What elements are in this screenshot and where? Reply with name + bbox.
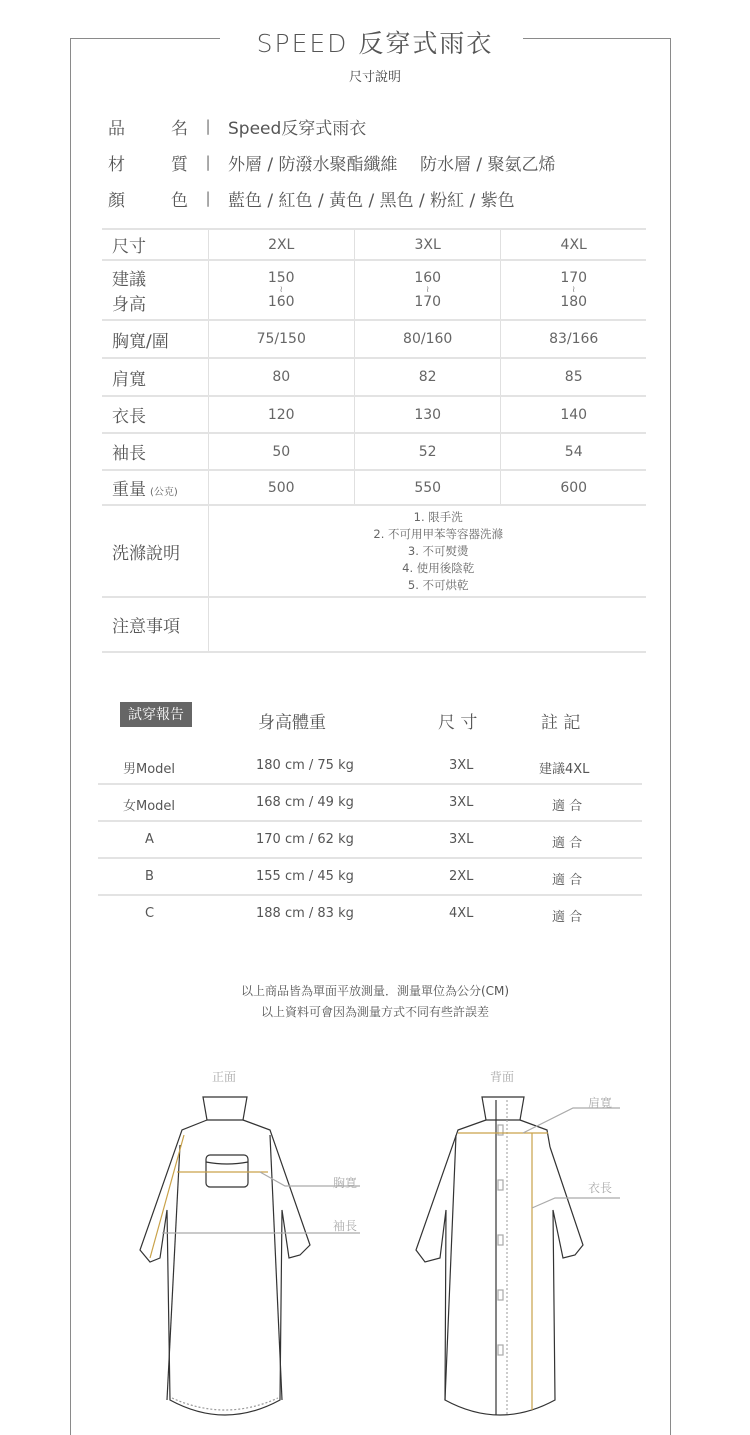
size-header-row xyxy=(102,229,646,260)
front-view-title: 正面 xyxy=(212,1070,237,1084)
size-col-header: 3XL xyxy=(354,229,500,260)
trial-size: 3XL xyxy=(449,758,474,773)
table-cell: 140 xyxy=(501,396,646,433)
trial-row xyxy=(98,822,642,859)
table-cell: 130 xyxy=(354,396,500,433)
row-label: 袖長 xyxy=(102,433,208,470)
table-row xyxy=(102,433,646,470)
info-label-char: 色 xyxy=(171,190,188,211)
info-label-char: 質 xyxy=(171,154,188,175)
trial-body: 180 cm / 75 kg xyxy=(256,758,354,773)
height-from: 150 xyxy=(267,270,295,286)
measurement-notes xyxy=(0,981,750,1023)
washing-item: 4. 使用後陰乾 xyxy=(402,560,475,575)
washing-row xyxy=(102,505,646,597)
front-coat-drawing xyxy=(140,1097,360,1415)
height-label xyxy=(102,260,208,320)
trial-size: 4XL xyxy=(449,906,474,921)
weight-label-text: 重量 xyxy=(112,480,146,500)
trial-note: 適 合 xyxy=(552,873,583,888)
height-cell xyxy=(354,260,500,320)
table-cell: 52 xyxy=(354,433,500,470)
table-cell: 75/150 xyxy=(208,320,354,358)
trial-name: 男Model xyxy=(123,762,176,777)
info-row-material xyxy=(108,144,555,180)
size-table xyxy=(102,228,646,653)
notice-value xyxy=(208,597,646,652)
trial-name: A xyxy=(145,832,154,847)
info-row-color xyxy=(108,180,555,216)
info-label-char: 名 xyxy=(171,118,188,139)
trial-name: 女Model xyxy=(123,799,176,814)
washing-item: 3. 不可熨燙 xyxy=(407,543,469,558)
table-cell: 500 xyxy=(208,470,354,505)
col-header-size: 尺 寸 xyxy=(438,713,478,733)
col-header-body: 身高體重 xyxy=(258,713,326,733)
page-subtitle: 尺寸說明 xyxy=(348,70,401,85)
washing-item: 2. 不可用甲苯等容器洗滌 xyxy=(373,526,504,541)
note-line: 以上資料可會因為測量方式不同有些許誤差 xyxy=(260,1005,489,1019)
trial-body: 168 cm / 49 kg xyxy=(256,795,354,810)
washing-list xyxy=(208,505,646,597)
info-separator: | xyxy=(205,117,211,135)
range-separator: ≀ xyxy=(279,285,283,295)
size-col-header: 2XL xyxy=(208,229,354,260)
table-cell: 50 xyxy=(208,433,354,470)
range-separator: ≀ xyxy=(425,285,430,295)
trial-report xyxy=(98,700,642,933)
page-title: SPEED 反穿式雨衣 xyxy=(256,29,494,58)
height-label-line: 身高 xyxy=(112,295,146,315)
info-row-name xyxy=(108,108,555,144)
height-to: 170 xyxy=(414,294,442,310)
trial-report-badge: 試穿報告 xyxy=(120,702,192,727)
info-label-char: 材 xyxy=(108,154,125,175)
height-cell xyxy=(501,260,646,320)
row-label: 衣長 xyxy=(102,396,208,433)
trial-body: 188 cm / 83 kg xyxy=(256,906,354,921)
row-label: 胸寬/圍 xyxy=(102,320,208,358)
trial-row xyxy=(98,859,642,896)
raincoat-diagram xyxy=(0,1060,750,1435)
shoulder-width-label: 肩寬 xyxy=(588,1096,613,1110)
product-info xyxy=(108,108,555,216)
trial-note: 適 合 xyxy=(552,836,583,851)
info-label-char: 品 xyxy=(108,118,125,139)
size-col-header: 4XL xyxy=(501,229,646,260)
info-value: 外層 / 防潑水聚酯纖維 防水層 / 聚氨乙烯 xyxy=(228,154,556,175)
back-view-title: 背面 xyxy=(490,1070,515,1084)
trial-size: 2XL xyxy=(449,869,474,884)
height-to: 180 xyxy=(560,294,588,310)
height-label-line: 建議 xyxy=(112,270,146,290)
trial-note: 適 合 xyxy=(552,910,583,925)
table-cell: 82 xyxy=(354,358,500,396)
trial-name: C xyxy=(145,906,155,921)
trial-name: B xyxy=(145,869,154,884)
col-header-note: 註 記 xyxy=(541,713,581,733)
washing-label: 洗滌說明 xyxy=(102,505,208,597)
trial-note: 建議4XL xyxy=(539,762,590,777)
notice-row xyxy=(102,597,646,652)
table-cell: 600 xyxy=(501,470,646,505)
trial-size: 3XL xyxy=(449,795,474,810)
height-from: 170 xyxy=(560,270,588,286)
info-value: Speed反穿式雨衣 xyxy=(228,118,367,139)
trial-body: 155 cm / 45 kg xyxy=(256,869,354,884)
trial-body: 170 cm / 62 kg xyxy=(256,832,354,847)
range-separator: ≀ xyxy=(572,285,576,295)
trial-note: 適 合 xyxy=(552,799,583,814)
weight-label xyxy=(102,470,208,505)
washing-item: 1. 限手洗 xyxy=(413,509,463,524)
size-header-label: 尺寸 xyxy=(102,229,208,260)
trial-row xyxy=(98,748,642,785)
weight-row xyxy=(102,470,646,505)
height-row xyxy=(102,260,646,320)
table-cell: 80/160 xyxy=(354,320,500,358)
notice-label: 注意事項 xyxy=(102,597,208,652)
info-separator: | xyxy=(205,189,211,207)
info-value: 藍色 / 紅色 / 黃色 / 黑色 / 粉紅 / 紫色 xyxy=(228,190,515,211)
info-label-char: 顏 xyxy=(108,190,125,211)
weight-unit: (公克) xyxy=(150,487,178,498)
table-cell: 85 xyxy=(501,358,646,396)
trial-header xyxy=(98,700,642,748)
sleeve-length-label: 袖長 xyxy=(333,1219,358,1233)
table-row xyxy=(102,358,646,396)
note-line: 以上商品皆為單面平放測量．測量單位為公分(CM) xyxy=(240,984,510,998)
table-row xyxy=(102,320,646,358)
height-cell xyxy=(208,260,354,320)
table-cell: 83/166 xyxy=(501,320,646,358)
row-label: 肩寬 xyxy=(102,358,208,396)
coat-length-label: 衣長 xyxy=(588,1181,613,1195)
height-to: 160 xyxy=(267,294,295,310)
table-cell: 80 xyxy=(208,358,354,396)
chest-width-label: 胸寬 xyxy=(333,1176,358,1190)
trial-row xyxy=(98,785,642,822)
info-separator: | xyxy=(205,153,211,171)
back-coat-drawing xyxy=(416,1097,620,1415)
table-cell: 120 xyxy=(208,396,354,433)
trial-size: 3XL xyxy=(449,832,474,847)
table-cell: 54 xyxy=(501,433,646,470)
table-cell: 550 xyxy=(354,470,500,505)
washing-item: 5. 不可烘乾 xyxy=(407,577,469,592)
height-from: 160 xyxy=(414,270,442,286)
trial-row xyxy=(98,896,642,933)
table-row xyxy=(102,396,646,433)
